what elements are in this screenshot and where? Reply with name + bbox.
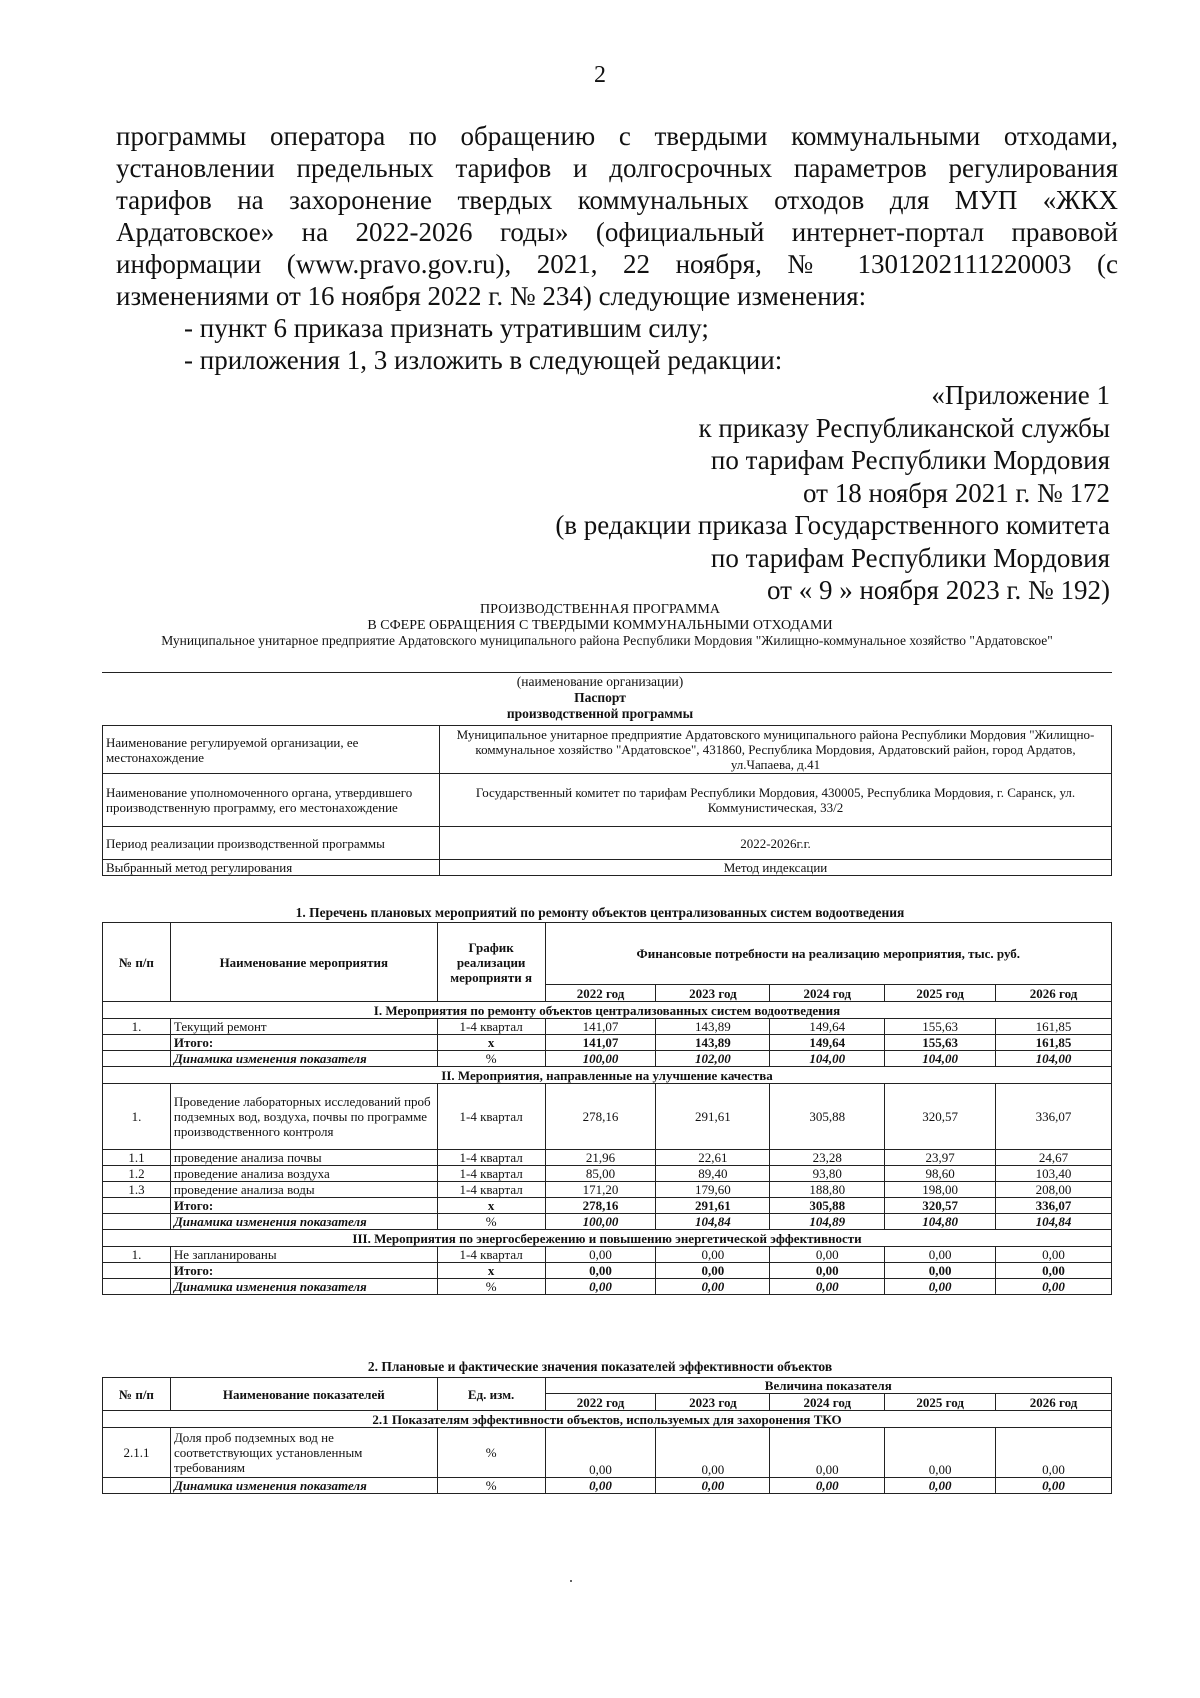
row-num xyxy=(103,1214,171,1230)
scan-speck xyxy=(570,1580,572,1582)
row-schedule: 1-4 квартал xyxy=(437,1166,545,1182)
paragraph-line: информации (www.pravo.gov.ru), 2021, 22 ноября, № 1301202111220003 (с xyxy=(116,249,1118,279)
row-value: 149,64 xyxy=(770,1035,885,1051)
program-title-line: В СФЕРЕ ОБРАЩЕНИЯ С ТВЕРДЫМИ КОММУНАЛЬНЫМИ ОТХОДАМИ xyxy=(367,618,833,633)
divider xyxy=(102,672,1112,673)
row-value: 141,07 xyxy=(545,1035,656,1051)
row-value: 0,00 xyxy=(545,1279,656,1295)
row-value: 21,96 xyxy=(545,1150,656,1166)
passport-row xyxy=(103,726,1112,774)
row-num xyxy=(103,1478,171,1494)
row-name: проведение анализа воздуха xyxy=(170,1166,437,1182)
row-name: Доля проб подземных вод не соответствующих установленным требованиям xyxy=(170,1428,437,1478)
group-title: II. Мероприятия, направленные на улучшение качества xyxy=(103,1067,1112,1084)
table-row xyxy=(103,1084,1112,1150)
row-value: 104,00 xyxy=(885,1051,996,1067)
row-value: 336,07 xyxy=(996,1198,1112,1214)
row-schedule: 1-4 квартал xyxy=(437,1182,545,1198)
row-schedule: 1-4 квартал xyxy=(437,1247,545,1263)
row-value: 0,00 xyxy=(770,1279,885,1295)
row-value: 0,00 xyxy=(656,1247,770,1263)
header-financing: Финансовые потребности на реализацию мероприятия, тыс. руб. xyxy=(545,923,1111,985)
row-value: 24,67 xyxy=(996,1150,1112,1166)
appendix-line: (в редакции приказа Государственного комитета xyxy=(555,510,1110,540)
row-value: 100,00 xyxy=(545,1051,656,1067)
row-value: 278,16 xyxy=(545,1084,656,1150)
header-year: 2026 год xyxy=(996,985,1112,1002)
row-num xyxy=(103,1198,171,1214)
row-value: 0,00 xyxy=(885,1263,996,1279)
row-name: Проведение лабораторных исследований проб подземных вод, воздуха, почвы по программе производственного контроля xyxy=(170,1084,437,1150)
row-value: 0,00 xyxy=(545,1247,656,1263)
paragraph-line: установлении предельных тарифов и долгосрочных параметров регулирования xyxy=(116,153,1118,183)
row-value: 291,61 xyxy=(656,1198,770,1214)
table-row xyxy=(103,1279,1112,1295)
row-name: Динамика изменения показателя xyxy=(170,1279,437,1295)
row-value: 93,80 xyxy=(770,1166,885,1182)
passport-label: Период реализации производственной программы xyxy=(103,827,440,860)
passport-table xyxy=(102,725,1112,876)
row-num: 1.3 xyxy=(103,1182,171,1198)
row-value: 291,61 xyxy=(656,1084,770,1150)
passport-value: Муниципальное унитарное предприятие Ардатовского муниципального района Республики Мордовия "Жилищно-коммунальное хозяйство "Ардатовское", 431860, Республика Мордовия, Ардатовский район, город Ардатов, ул.Чапаева, д.41 xyxy=(440,726,1112,774)
header-year: 2025 год xyxy=(885,1394,996,1411)
indicators-table xyxy=(102,1377,1112,1494)
row-value: 305,88 xyxy=(770,1198,885,1214)
row-value: 0,00 xyxy=(545,1428,656,1478)
appendix-line: к приказу Республиканской службы xyxy=(698,412,1110,443)
section-2-title: 2. Плановые и фактические значения показателей эффективности объектов xyxy=(367,1359,833,1374)
row-value: 22,61 xyxy=(656,1150,770,1166)
header-name: Наименование мероприятия xyxy=(170,923,437,1002)
row-value: 188,80 xyxy=(770,1182,885,1198)
row-value: 104,89 xyxy=(770,1214,885,1230)
header-value: Величина показателя xyxy=(545,1378,1111,1394)
row-name: Не запланированы xyxy=(170,1247,437,1263)
table-row xyxy=(103,1019,1112,1035)
row-value: 320,57 xyxy=(885,1084,996,1150)
row-value: 98,60 xyxy=(885,1166,996,1182)
row-value: 0,00 xyxy=(885,1478,996,1494)
row-value: 0,00 xyxy=(996,1279,1112,1295)
row-value: 161,85 xyxy=(996,1035,1112,1051)
row-value: 104,00 xyxy=(770,1051,885,1067)
header-year: 2024 год xyxy=(770,1394,885,1411)
program-title xyxy=(0,602,1200,634)
paragraph-line: изменениями от 16 ноября 2022 г. № 234) следующие изменения: xyxy=(116,281,867,311)
row-schedule: х xyxy=(437,1263,545,1279)
group-title: 2.1 Показателям эффективности объектов, используемых для захоронения ТКО xyxy=(103,1411,1112,1428)
paragraph-line: Ардатовское» на 2022-2026 годы» (официальный интернет-портал правовой xyxy=(116,217,1118,247)
row-value: 103,40 xyxy=(996,1166,1112,1182)
passport-row xyxy=(103,860,1112,876)
bullet-item: - приложения 1, 3 изложить в следующей редакции: xyxy=(184,345,783,375)
passport-title-line: производственной программы xyxy=(506,706,694,721)
row-value: 0,00 xyxy=(656,1263,770,1279)
header-name: Наименование показателей xyxy=(170,1378,437,1411)
body-paragraph xyxy=(116,120,1118,312)
row-num: 1. xyxy=(103,1247,171,1263)
row-name: Динамика изменения показателя xyxy=(170,1214,437,1230)
row-value: 320,57 xyxy=(885,1198,996,1214)
row-value: 102,00 xyxy=(656,1051,770,1067)
header-year: 2022 год xyxy=(545,1394,656,1411)
row-name: Итого: xyxy=(170,1263,437,1279)
header-year: 2022 год xyxy=(545,985,656,1002)
row-value: 0,00 xyxy=(885,1279,996,1295)
row-name: Текущий ремонт xyxy=(170,1019,437,1035)
row-value: 0,00 xyxy=(770,1428,885,1478)
row-name: Динамика изменения показателя xyxy=(170,1051,437,1067)
organization-name: Муниципальное унитарное предприятие Ардатовского муниципального района Республики Мордовия "Жилищно-коммунальное хозяйство "Ардатовское" xyxy=(161,633,1053,648)
row-value: 0,00 xyxy=(656,1478,770,1494)
row-value: 305,88 xyxy=(770,1084,885,1150)
passport-row xyxy=(103,774,1112,827)
row-value: 0,00 xyxy=(996,1478,1112,1494)
header-num: № п/п xyxy=(103,923,171,1002)
bullet-item: - пункт 6 приказа признать утратившим силу; xyxy=(184,313,709,343)
row-value: 23,28 xyxy=(770,1150,885,1166)
header-year: 2023 год xyxy=(656,985,770,1002)
table-row xyxy=(103,1035,1112,1051)
appendix-line: по тарифам Республики Мордовия xyxy=(710,542,1110,573)
row-num: 1.2 xyxy=(103,1166,171,1182)
row-unit: % xyxy=(437,1428,545,1478)
row-value: 104,80 xyxy=(885,1214,996,1230)
group-title: III. Мероприятия по энергосбережению и повышению энергетической эффективности xyxy=(103,1230,1112,1247)
row-value: 23,97 xyxy=(885,1150,996,1166)
row-value: 0,00 xyxy=(770,1247,885,1263)
row-num: 1. xyxy=(103,1019,171,1035)
passport-value: Метод индексации xyxy=(440,860,1112,876)
row-value: 171,20 xyxy=(545,1182,656,1198)
row-schedule: 1-4 квартал xyxy=(437,1084,545,1150)
row-name: проведение анализа воды xyxy=(170,1182,437,1198)
row-schedule: х xyxy=(437,1035,545,1051)
measures-table xyxy=(102,922,1112,1295)
header-year: 2026 год xyxy=(996,1394,1112,1411)
row-value: 0,00 xyxy=(885,1428,996,1478)
appendix-header xyxy=(410,379,1110,607)
passport-value: 2022-2026г.г. xyxy=(440,827,1112,860)
row-name: Итого: xyxy=(170,1198,437,1214)
row-value: 179,60 xyxy=(656,1182,770,1198)
row-value: 155,63 xyxy=(885,1019,996,1035)
row-schedule: % xyxy=(437,1214,545,1230)
passport-title-line: Паспорт xyxy=(574,690,626,705)
header-num: № п/п xyxy=(103,1378,171,1411)
passport-label: Выбранный метод регулирования xyxy=(103,860,440,876)
row-num: 2.1.1 xyxy=(103,1428,171,1478)
row-value: 0,00 xyxy=(996,1247,1112,1263)
row-value: 336,07 xyxy=(996,1084,1112,1150)
row-value: 100,00 xyxy=(545,1214,656,1230)
table-row xyxy=(103,1166,1112,1182)
row-num xyxy=(103,1263,171,1279)
row-value: 149,64 xyxy=(770,1019,885,1035)
row-name: Динамика изменения показателя xyxy=(170,1478,437,1494)
passport-value: Государственный комитет по тарифам Республики Мордовия, 430005, Республика Мордовия, г. Саранск, ул. Коммунистическая, 33/2 xyxy=(440,774,1112,827)
row-unit: % xyxy=(437,1478,545,1494)
row-value: 0,00 xyxy=(996,1263,1112,1279)
row-value: 0,00 xyxy=(770,1478,885,1494)
section-1-title: 1. Перечень плановых мероприятий по ремонту объектов централизованных систем водоотведения xyxy=(295,905,905,920)
row-value: 0,00 xyxy=(545,1478,656,1494)
row-schedule: х xyxy=(437,1198,545,1214)
row-value: 0,00 xyxy=(656,1279,770,1295)
appendix-line: «Приложение 1 xyxy=(931,380,1110,410)
header-year: 2025 год xyxy=(885,985,996,1002)
appendix-line: от « 9 » ноября 2023 г. № 192) xyxy=(767,575,1110,605)
row-schedule: % xyxy=(437,1279,545,1295)
row-value: 155,63 xyxy=(885,1035,996,1051)
row-value: 104,84 xyxy=(996,1214,1112,1230)
row-value: 104,84 xyxy=(656,1214,770,1230)
passport-label: Наименование уполномоченного органа, утвердившего производственную программу, его местонахождение xyxy=(103,774,440,827)
paragraph-line: тарифов на захоронение твердых коммунальных отходов для МУП «ЖКХ xyxy=(116,185,1118,215)
row-value: 0,00 xyxy=(656,1428,770,1478)
paragraph-line: программы оператора по обращению с твердыми коммунальными отходами, xyxy=(116,121,1118,151)
row-value: 198,00 xyxy=(885,1182,996,1198)
header-schedule: График реализации мероприяти я xyxy=(437,923,545,1002)
row-schedule: 1-4 квартал xyxy=(437,1019,545,1035)
table-row xyxy=(103,1263,1112,1279)
row-num xyxy=(103,1279,171,1295)
row-value: 0,00 xyxy=(885,1247,996,1263)
page-number: 2 xyxy=(594,62,606,88)
row-value: 0,00 xyxy=(770,1263,885,1279)
row-value: 89,40 xyxy=(656,1166,770,1182)
table-row xyxy=(103,1182,1112,1198)
row-num: 1. xyxy=(103,1084,171,1150)
organization-caption: (наименование организации) xyxy=(516,674,684,689)
table-row xyxy=(103,1214,1112,1230)
table-row xyxy=(103,1150,1112,1166)
table-row xyxy=(103,1478,1112,1494)
bullet-list xyxy=(184,312,782,376)
row-value: 104,00 xyxy=(996,1051,1112,1067)
row-value: 0,00 xyxy=(545,1263,656,1279)
table-row xyxy=(103,1051,1112,1067)
row-schedule: % xyxy=(437,1051,545,1067)
row-num xyxy=(103,1035,171,1051)
header-unit: Ед. изм. xyxy=(437,1378,545,1411)
row-value: 278,16 xyxy=(545,1198,656,1214)
row-name: Итого: xyxy=(170,1035,437,1051)
table-row xyxy=(103,1198,1112,1214)
row-value: 143,89 xyxy=(656,1035,770,1051)
row-value: 161,85 xyxy=(996,1019,1112,1035)
row-value: 143,89 xyxy=(656,1019,770,1035)
passport-title xyxy=(0,690,1200,722)
row-value: 0,00 xyxy=(996,1428,1112,1478)
table-row xyxy=(103,1247,1112,1263)
group-title: I. Мероприятия по ремонту объектов централизованных систем водоотведения xyxy=(103,1002,1112,1019)
row-num xyxy=(103,1051,171,1067)
passport-label: Наименование регулируемой организации, ее местонахождение xyxy=(103,726,440,774)
row-value: 141,07 xyxy=(545,1019,656,1035)
appendix-line: по тарифам Республики Мордовия xyxy=(710,445,1110,475)
header-year: 2024 год xyxy=(770,985,885,1002)
row-schedule: 1-4 квартал xyxy=(437,1150,545,1166)
appendix-line: от 18 ноября 2021 г. № 172 xyxy=(803,477,1110,508)
row-num: 1.1 xyxy=(103,1150,171,1166)
header-year: 2023 год xyxy=(656,1394,770,1411)
passport-row xyxy=(103,827,1112,860)
row-value: 85,00 xyxy=(545,1166,656,1182)
row-value: 208,00 xyxy=(996,1182,1112,1198)
program-title-line: ПРОИЗВОДСТВЕННАЯ ПРОГРАММА xyxy=(480,602,720,617)
row-name: проведение анализа почвы xyxy=(170,1150,437,1166)
table-row xyxy=(103,1428,1112,1478)
